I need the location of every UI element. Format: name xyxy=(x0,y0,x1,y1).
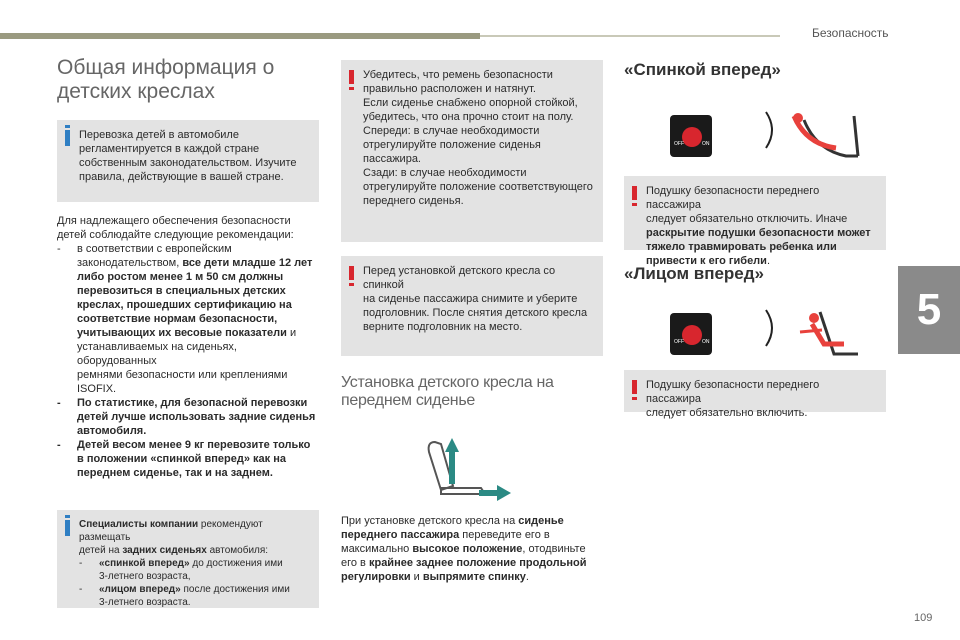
list-item: - «лицом вперед» после достижения ими 3-летнего возраста. xyxy=(79,584,290,608)
chapter-title: Безопасность xyxy=(812,26,889,40)
height-arrow-icon xyxy=(449,450,455,484)
warning-box-headrest: Перед установкой детского кресла со спинкой на сиденье пассажира снимите и уберите подголовник. После снятия детского кресла верните подголовник на место. xyxy=(341,256,603,356)
warning-icon xyxy=(349,266,354,280)
info-icon xyxy=(65,520,70,536)
airbag-off-icon: OFF ON xyxy=(670,115,712,157)
forward-facing-title: «Лицом вперед» xyxy=(624,264,765,283)
section-subtitle: Установка детского кресла на переднем сиденье xyxy=(341,374,554,409)
seat-adjust-illustration xyxy=(401,430,521,502)
header-bar xyxy=(0,33,480,39)
warning-icon xyxy=(632,186,637,200)
rear-facing-illustration xyxy=(670,106,886,166)
warning-box-airbag-off: Подушку безопасности переднего пассажира следует обязательно отключить. Иначе раскрытие подушки безопасности может тяжело травмировать ребенка или привести к его гибели. xyxy=(624,176,886,250)
list-item: - в соответствии с европейским законодательством, все дети младше 12 лет либо ростом менее 1 м 50 см должны перевозиться в специальных детских креслах, прошедших сертификацию на соответствие нормам безопасности, учитывающих их весовые показатели и устанавливаемых на сиденьях, оборудованных ремнями безопасности или креплениями ISOFIX. xyxy=(57,243,313,395)
column-airbag xyxy=(624,60,886,419)
warning-icon xyxy=(349,70,354,84)
forward-child-seat-icon xyxy=(760,304,870,364)
airbag-on-icon: OFF ON xyxy=(670,313,712,355)
list-item: - По статистике, для безопасной перевозки детей лучше использовать задние сиденья автомобиля. xyxy=(57,397,316,437)
forward-facing-illustration xyxy=(670,304,886,364)
rear-facing-title: «Спинкой вперед» xyxy=(624,60,781,79)
install-instructions: При установке детского кресла на сиденье переднего пассажира переведите его в максимально высокое положение, отодвиньте его в крайнее заднее положение продольной регулировки и выпрямите спинку. xyxy=(341,515,587,583)
rear-child-seat-icon xyxy=(760,106,870,166)
info-box-rear-seats: Специалисты компании рекомендуют размещать детей на задних сиденьях автомобиля: - «спинкой вперед» до достижения ими 3-летнего возраста, - «лицом вперед» после достижения ими 3-летнего возраста. xyxy=(57,510,319,608)
column-installation xyxy=(341,60,603,584)
page-title: Общая информация о детских креслах xyxy=(57,56,275,103)
slide-arrow-icon xyxy=(479,490,499,496)
warning-box-airbag-on: Подушку безопасности переднего пассажира следует обязательно включить. xyxy=(624,370,886,412)
page-number: 109 xyxy=(914,612,933,624)
list-item: - Детей весом менее 9 кг перевозите только в положении «спинкой вперед» как на переднем сиденье, так и на заднем. xyxy=(57,439,311,479)
header-bar-thin xyxy=(480,35,780,37)
recommendations: Для надлежащего обеспечения безопасности детей соблюдайте следующие рекомендации: - в соответствии с европейским законодательством, все дети младше 12 лет либо ростом менее 1 м 50 см должны перевозиться в специальных детских креслах, прошедших сертификацию на соответствие нормам безопасности, учитывающих их весовые показатели и устанавливаемых на сиденьях, оборудованных ремнями безопасности или креплениями ISOFIX. - По статистике, для безопасной перевозки детей лучше использовать задние сиденья автомобиля. - Детей весом менее 9 кг перевозите только в положении «спинкой вперед» как на переднем сиденье, так и на заднем. xyxy=(57,214,319,480)
chapter-tab: 5 xyxy=(898,266,960,354)
warning-box-belt: Убедитесь, что ремень безопасности правильно расположен и натянут. Если сиденье снабжено опорной стойкой, убедитесь, что она прочно стоит на полу. Спереди: в случае необходимости отрегулируйте положение сиденья пассажира. Сзади: в случае необходимости отрегулируйте положение соответствующего переднего сиденья. xyxy=(341,60,603,242)
column-general-info xyxy=(57,56,319,608)
info-icon xyxy=(65,130,70,146)
list-item: - «спинкой вперед» до достижения ими 3-летнего возраста, xyxy=(79,558,283,582)
warning-icon xyxy=(632,380,637,394)
info-box-legislation: Перевозка детей в автомобиле регламентируется в каждой стране собственным законодательством. Изучите правила, действующие в вашей стране. xyxy=(57,120,319,202)
